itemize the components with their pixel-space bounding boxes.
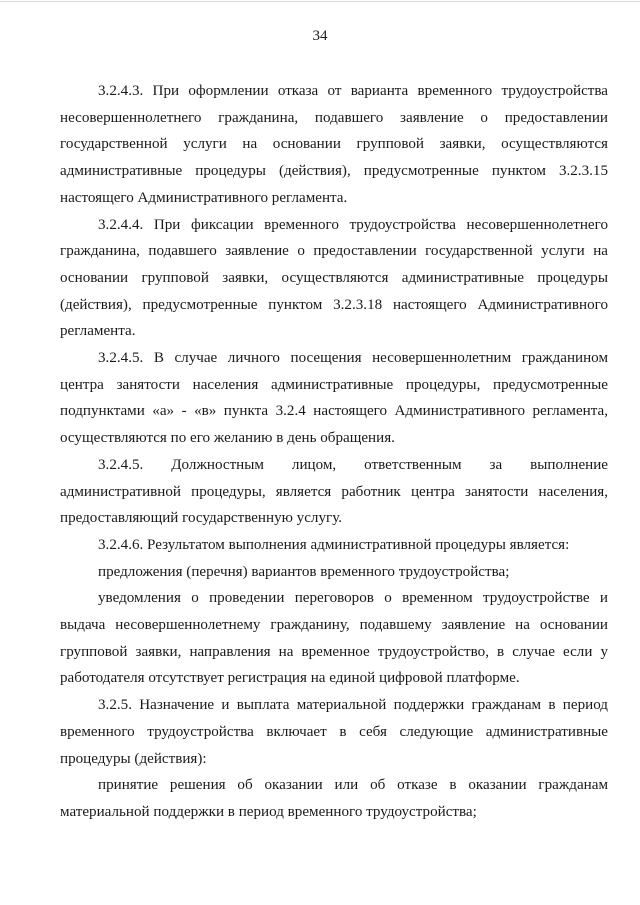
list-item-offers: предложения (перечня) вариантов временного трудоустройства; bbox=[98, 563, 510, 580]
paragraph-3-2-4-3: 3.2.4.3. При оформлении отказа от варианта временного трудоустройства несовершеннолетнего гражданина, подавшего заявление о предоставлении государственной услуги на основании групповой заявки, осуществляются административные процедуры (действия), предусмотренные пунктом 3.2.3.15 настоящего Административного регламента. bbox=[60, 83, 608, 206]
paragraph-3-2-4-5-official: 3.2.4.5. Должностным лицом, ответственным за выполнение административной процедуры, является работник центра занятости населения, предоставляющий государственную услугу. bbox=[60, 456, 608, 527]
list-item-notifications: уведомления о проведении переговоров о временном трудоустройстве и выдача несовершеннолетнему гражданину, подавшему заявление на основании групповой заявки, направления на временное трудоустройство, в случае если у работодателя отсутствует регистрация на единой цифровой платформе. bbox=[60, 590, 608, 687]
paragraph-3-2-4-5-visit: 3.2.4.5. В случае личного посещения несовершеннолетним гражданином центра занятости населения административные процедуры, предусмотренные подпунктами «а» - «в» пункта 3.2.4 настоящего Административного регламента, осуществляются по его желанию в день обращения. bbox=[60, 350, 608, 447]
paragraph-3-2-5: 3.2.5. Назначение и выплата материальной поддержки гражданам в период временного трудоустройства включает в себя следующие административные процедуры (действия): bbox=[60, 697, 608, 767]
paragraph-3-2-4-6: 3.2.4.6. Результатом выполнения административной процедуры является: bbox=[98, 536, 570, 553]
paragraph-3-2-4-4: 3.2.4.4. При фиксации временного трудоустройства несовершеннолетнего гражданина, подавшего заявление о предоставлении государственной услуги на основании групповой заявки, осуществляются административные процедуры (действия), предусмотренные пунктом 3.2.3.18 настоящего Административного регламента. bbox=[60, 216, 608, 340]
document-body bbox=[60, 78, 608, 826]
list-item-decision: принятие решения об оказании или об отказе в оказании гражданам материальной поддержки в период временного трудоустройства; bbox=[60, 777, 608, 820]
page-number: 34 bbox=[312, 28, 328, 44]
page-top-edge bbox=[0, 1, 640, 5]
